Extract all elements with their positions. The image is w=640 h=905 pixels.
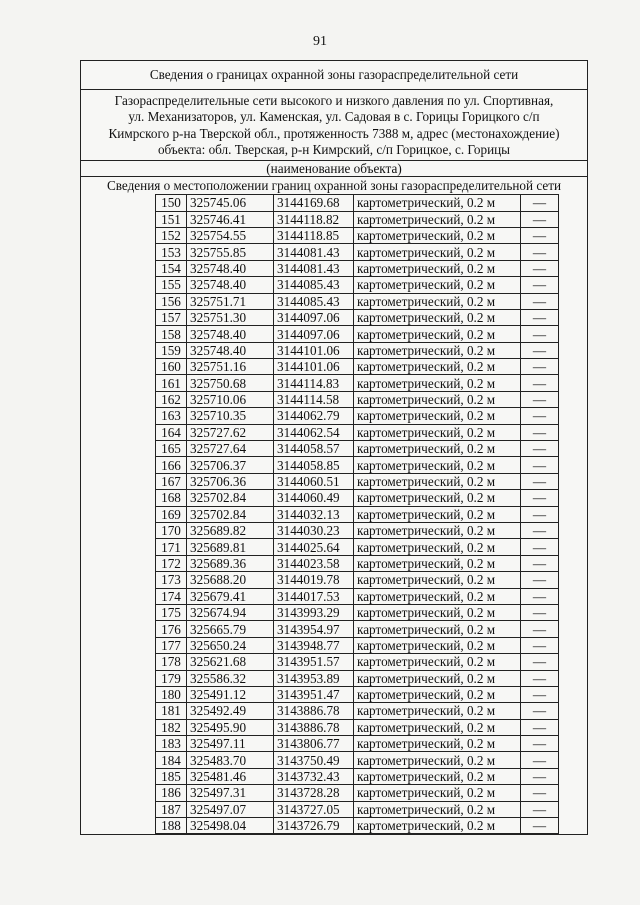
y-coordinate-cell: 3144085.43 [274, 277, 354, 293]
method-cell: картометрический, 0.2 м [354, 309, 521, 325]
description-cell: — [521, 523, 559, 539]
y-coordinate-cell: 3143948.77 [274, 637, 354, 653]
method-cell: картометрический, 0.2 м [354, 588, 521, 604]
point-number-cell: 158 [156, 326, 187, 342]
description-cell: — [521, 637, 559, 653]
point-number-cell: 165 [156, 441, 187, 457]
table-row [156, 621, 559, 637]
method-cell: картометрический, 0.2 м [354, 686, 521, 702]
description-cell: — [521, 621, 559, 637]
point-number-cell: 178 [156, 654, 187, 670]
object-description [81, 90, 587, 161]
point-number-cell: 167 [156, 473, 187, 489]
description-cell: — [521, 391, 559, 407]
point-number-cell: 159 [156, 342, 187, 358]
method-cell: картометрический, 0.2 м [354, 621, 521, 637]
x-coordinate-cell: 325689.36 [187, 555, 274, 571]
y-coordinate-cell: 3144058.57 [274, 441, 354, 457]
x-coordinate-cell: 325710.35 [187, 408, 274, 424]
point-number-cell: 179 [156, 670, 187, 686]
x-coordinate-cell: 325497.31 [187, 785, 274, 801]
method-cell: картометрический, 0.2 м [354, 408, 521, 424]
y-coordinate-cell: 3144118.82 [274, 211, 354, 227]
point-number-cell: 168 [156, 490, 187, 506]
method-cell: картометрический, 0.2 м [354, 785, 521, 801]
table-row [156, 375, 559, 391]
table-row [156, 342, 559, 358]
description-cell: — [521, 801, 559, 817]
y-coordinate-cell: 3144025.64 [274, 539, 354, 555]
document-title: Сведения о границах охранной зоны газораспределительной сети [81, 61, 587, 90]
point-number-cell: 183 [156, 736, 187, 752]
y-coordinate-cell: 3144097.06 [274, 309, 354, 325]
method-cell: картометрический, 0.2 м [354, 523, 521, 539]
y-coordinate-cell: 3144062.79 [274, 408, 354, 424]
method-cell: картометрический, 0.2 м [354, 375, 521, 391]
x-coordinate-cell: 325706.36 [187, 473, 274, 489]
description-cell: — [521, 424, 559, 440]
y-coordinate-cell: 3143727.05 [274, 801, 354, 817]
x-coordinate-cell: 325706.37 [187, 457, 274, 473]
point-number-cell: 176 [156, 621, 187, 637]
x-coordinate-cell: 325497.11 [187, 736, 274, 752]
point-number-cell: 154 [156, 260, 187, 276]
point-number-cell: 181 [156, 703, 187, 719]
method-cell: картометрический, 0.2 м [354, 359, 521, 375]
x-coordinate-cell: 325498.04 [187, 818, 274, 834]
x-coordinate-cell: 325650.24 [187, 637, 274, 653]
point-number-cell: 151 [156, 211, 187, 227]
table-row [156, 211, 559, 227]
y-coordinate-cell: 3144032.13 [274, 506, 354, 522]
point-number-cell: 162 [156, 391, 187, 407]
table-row [156, 506, 559, 522]
point-number-cell: 150 [156, 195, 187, 211]
table-row [156, 293, 559, 309]
description-cell: — [521, 195, 559, 211]
description-cell: — [521, 408, 559, 424]
point-number-cell: 163 [156, 408, 187, 424]
method-cell: картометрический, 0.2 м [354, 801, 521, 817]
table-row [156, 719, 559, 735]
x-coordinate-cell: 325492.49 [187, 703, 274, 719]
point-number-cell: 173 [156, 572, 187, 588]
y-coordinate-cell: 3143954.97 [274, 621, 354, 637]
method-cell: картометрический, 0.2 м [354, 473, 521, 489]
y-coordinate-cell: 3143993.29 [274, 604, 354, 620]
method-cell: картометрический, 0.2 м [354, 736, 521, 752]
x-coordinate-cell: 325665.79 [187, 621, 274, 637]
table-row [156, 752, 559, 768]
table-row [156, 326, 559, 342]
y-coordinate-cell: 3144118.85 [274, 227, 354, 243]
table-row [156, 768, 559, 784]
x-coordinate-cell: 325727.62 [187, 424, 274, 440]
x-coordinate-cell: 325755.85 [187, 244, 274, 260]
method-cell: картометрический, 0.2 м [354, 506, 521, 522]
x-coordinate-cell: 325688.20 [187, 572, 274, 588]
method-cell: картометрический, 0.2 м [354, 277, 521, 293]
method-cell: картометрический, 0.2 м [354, 342, 521, 358]
point-number-cell: 182 [156, 719, 187, 735]
table-row [156, 359, 559, 375]
y-coordinate-cell: 3144019.78 [274, 572, 354, 588]
y-coordinate-cell: 3143732.43 [274, 768, 354, 784]
x-coordinate-cell: 325751.71 [187, 293, 274, 309]
y-coordinate-cell: 3144114.83 [274, 375, 354, 391]
description-cell: — [521, 736, 559, 752]
description-cell: — [521, 375, 559, 391]
table-row [156, 604, 559, 620]
method-cell: картометрический, 0.2 м [354, 703, 521, 719]
y-coordinate-cell: 3143886.78 [274, 703, 354, 719]
x-coordinate-cell: 325750.68 [187, 375, 274, 391]
table-row [156, 670, 559, 686]
method-cell: картометрический, 0.2 м [354, 326, 521, 342]
x-coordinate-cell: 325748.40 [187, 260, 274, 276]
y-coordinate-cell: 3144081.43 [274, 260, 354, 276]
point-number-cell: 175 [156, 604, 187, 620]
table-row [156, 244, 559, 260]
y-coordinate-cell: 3144114.58 [274, 391, 354, 407]
table-row [156, 424, 559, 440]
description-cell: — [521, 686, 559, 702]
method-cell: картометрический, 0.2 м [354, 244, 521, 260]
method-cell: картометрический, 0.2 м [354, 604, 521, 620]
table-row [156, 539, 559, 555]
description-cell: — [521, 457, 559, 473]
table-row [156, 441, 559, 457]
description-cell: — [521, 293, 559, 309]
x-coordinate-cell: 325621.68 [187, 654, 274, 670]
description-cell: — [521, 719, 559, 735]
y-coordinate-cell: 3144101.06 [274, 359, 354, 375]
method-cell: картометрический, 0.2 м [354, 260, 521, 276]
description-cell: — [521, 654, 559, 670]
x-coordinate-cell: 325748.40 [187, 277, 274, 293]
y-coordinate-cell: 3144101.06 [274, 342, 354, 358]
point-number-cell: 184 [156, 752, 187, 768]
table-row [156, 473, 559, 489]
table-row [156, 686, 559, 702]
point-number-cell: 166 [156, 457, 187, 473]
method-cell: картометрический, 0.2 м [354, 457, 521, 473]
y-coordinate-cell: 3143726.79 [274, 818, 354, 834]
table-row [156, 195, 559, 211]
method-cell: картометрический, 0.2 м [354, 293, 521, 309]
table-row [156, 490, 559, 506]
method-cell: картометрический, 0.2 м [354, 490, 521, 506]
y-coordinate-cell: 3144030.23 [274, 523, 354, 539]
description-cell: — [521, 260, 559, 276]
method-cell: картометрический, 0.2 м [354, 441, 521, 457]
y-coordinate-cell: 3143953.89 [274, 670, 354, 686]
point-number-cell: 164 [156, 424, 187, 440]
y-coordinate-cell: 3144023.58 [274, 555, 354, 571]
point-number-cell: 160 [156, 359, 187, 375]
point-number-cell: 152 [156, 227, 187, 243]
x-coordinate-cell: 325483.70 [187, 752, 274, 768]
description-cell: — [521, 211, 559, 227]
table-row [156, 309, 559, 325]
x-coordinate-cell: 325491.12 [187, 686, 274, 702]
description-cell: — [521, 473, 559, 489]
x-coordinate-cell: 325495.90 [187, 719, 274, 735]
x-coordinate-cell: 325751.16 [187, 359, 274, 375]
coordinates-table [155, 194, 559, 834]
x-coordinate-cell: 325674.94 [187, 604, 274, 620]
y-coordinate-cell: 3143951.47 [274, 686, 354, 702]
table-row [156, 457, 559, 473]
x-coordinate-cell: 325710.06 [187, 391, 274, 407]
description-cell: — [521, 588, 559, 604]
method-cell: картометрический, 0.2 м [354, 752, 521, 768]
point-number-cell: 185 [156, 768, 187, 784]
description-cell: — [521, 670, 559, 686]
y-coordinate-cell: 3144169.68 [274, 195, 354, 211]
object-line: ул. Механизаторов, ул. Каменская, ул. Садовая в с. Горицы Горицкого с/п [128, 109, 540, 125]
x-coordinate-cell: 325702.84 [187, 506, 274, 522]
method-cell: картометрический, 0.2 м [354, 227, 521, 243]
x-coordinate-cell: 325727.64 [187, 441, 274, 457]
table-row [156, 654, 559, 670]
description-cell: — [521, 818, 559, 834]
point-number-cell: 187 [156, 801, 187, 817]
table-row [156, 391, 559, 407]
x-coordinate-cell: 325689.81 [187, 539, 274, 555]
table-row [156, 555, 559, 571]
x-coordinate-cell: 325481.46 [187, 768, 274, 784]
description-cell: — [521, 539, 559, 555]
description-cell: — [521, 441, 559, 457]
document-frame [80, 60, 588, 835]
description-cell: — [521, 227, 559, 243]
point-number-cell: 174 [156, 588, 187, 604]
table-row [156, 260, 559, 276]
x-coordinate-cell: 325497.07 [187, 801, 274, 817]
y-coordinate-cell: 3144060.49 [274, 490, 354, 506]
description-cell: — [521, 506, 559, 522]
point-number-cell: 169 [156, 506, 187, 522]
table-row [156, 588, 559, 604]
method-cell: картометрический, 0.2 м [354, 555, 521, 571]
y-coordinate-cell: 3144017.53 [274, 588, 354, 604]
description-cell: — [521, 490, 559, 506]
point-number-cell: 171 [156, 539, 187, 555]
object-line: Кимрского р-на Тверской обл., протяженность 7388 м, адрес (местонахождение) [108, 125, 560, 141]
description-cell: — [521, 768, 559, 784]
method-cell: картометрический, 0.2 м [354, 637, 521, 653]
point-number-cell: 170 [156, 523, 187, 539]
method-cell: картометрический, 0.2 м [354, 818, 521, 834]
y-coordinate-cell: 3143728.28 [274, 785, 354, 801]
description-cell: — [521, 342, 559, 358]
y-coordinate-cell: 3144060.51 [274, 473, 354, 489]
point-number-cell: 188 [156, 818, 187, 834]
table-row [156, 523, 559, 539]
table-row [156, 785, 559, 801]
coordinates-table-body [156, 195, 559, 834]
x-coordinate-cell: 325754.55 [187, 227, 274, 243]
y-coordinate-cell: 3144058.85 [274, 457, 354, 473]
description-cell: — [521, 244, 559, 260]
y-coordinate-cell: 3144085.43 [274, 293, 354, 309]
table-row [156, 801, 559, 817]
y-coordinate-cell: 3143750.49 [274, 752, 354, 768]
y-coordinate-cell: 3144062.54 [274, 424, 354, 440]
x-coordinate-cell: 325679.41 [187, 588, 274, 604]
page-number: 91 [313, 34, 327, 49]
method-cell: картометрический, 0.2 м [354, 195, 521, 211]
y-coordinate-cell: 3143886.78 [274, 719, 354, 735]
description-cell: — [521, 703, 559, 719]
table-row [156, 277, 559, 293]
method-cell: картометрический, 0.2 м [354, 572, 521, 588]
description-cell: — [521, 309, 559, 325]
description-cell: — [521, 555, 559, 571]
point-number-cell: 156 [156, 293, 187, 309]
table-row [156, 408, 559, 424]
x-coordinate-cell: 325586.32 [187, 670, 274, 686]
description-cell: — [521, 572, 559, 588]
x-coordinate-cell: 325751.30 [187, 309, 274, 325]
table-row [156, 703, 559, 719]
description-cell: — [521, 752, 559, 768]
point-number-cell: 172 [156, 555, 187, 571]
location-title: Сведения о местоположении границ охранной зоны газораспределительной сети [106, 178, 562, 194]
point-number-cell: 177 [156, 637, 187, 653]
x-coordinate-cell: 325748.40 [187, 342, 274, 358]
point-number-cell: 155 [156, 277, 187, 293]
method-cell: картометрический, 0.2 м [354, 670, 521, 686]
point-number-cell: 161 [156, 375, 187, 391]
description-cell: — [521, 326, 559, 342]
y-coordinate-cell: 3143951.57 [274, 654, 354, 670]
x-coordinate-cell: 325689.82 [187, 523, 274, 539]
x-coordinate-cell: 325702.84 [187, 490, 274, 506]
method-cell: картометрический, 0.2 м [354, 719, 521, 735]
method-cell: картометрический, 0.2 м [354, 768, 521, 784]
x-coordinate-cell: 325746.41 [187, 211, 274, 227]
description-cell: — [521, 785, 559, 801]
y-coordinate-cell: 3143806.77 [274, 736, 354, 752]
description-cell: — [521, 604, 559, 620]
x-coordinate-cell: 325745.06 [187, 195, 274, 211]
point-number-cell: 153 [156, 244, 187, 260]
method-cell: картометрический, 0.2 м [354, 654, 521, 670]
object-caption: (наименование объекта) [81, 161, 587, 177]
table-row [156, 572, 559, 588]
method-cell: картометрический, 0.2 м [354, 211, 521, 227]
method-cell: картометрический, 0.2 м [354, 391, 521, 407]
table-row [156, 637, 559, 653]
y-coordinate-cell: 3144097.06 [274, 326, 354, 342]
point-number-cell: 157 [156, 309, 187, 325]
object-line: объекта: обл. Тверская, р-н Кимрский, с/п Горицкое, с. Горицы [157, 141, 511, 157]
description-cell: — [521, 359, 559, 375]
table-row [156, 227, 559, 243]
description-cell: — [521, 277, 559, 293]
table-row [156, 818, 559, 834]
x-coordinate-cell: 325748.40 [187, 326, 274, 342]
point-number-cell: 180 [156, 686, 187, 702]
table-row [156, 736, 559, 752]
y-coordinate-cell: 3144081.43 [274, 244, 354, 260]
object-line: Газораспределительные сети высокого и низкого давления по ул. Спортивная, [114, 93, 554, 108]
method-cell: картометрический, 0.2 м [354, 539, 521, 555]
method-cell: картометрический, 0.2 м [354, 424, 521, 440]
point-number-cell: 186 [156, 785, 187, 801]
